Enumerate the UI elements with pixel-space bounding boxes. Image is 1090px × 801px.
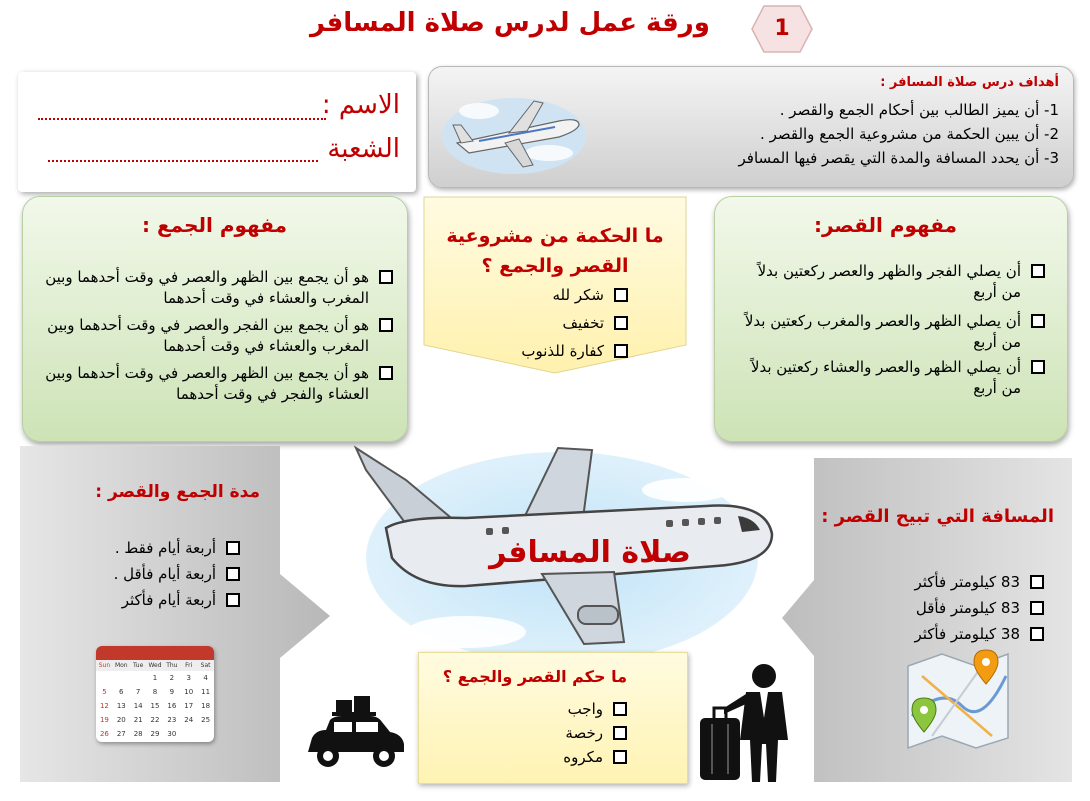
calendar-date: 20	[116, 716, 126, 724]
calendar-date: 6	[119, 688, 124, 696]
name-input[interactable]	[38, 118, 326, 120]
calendar-date: 18	[201, 702, 211, 710]
ruling-option[interactable]: مكروه	[507, 747, 627, 768]
calendar-date	[130, 671, 147, 685]
qasr-definition-box	[714, 196, 1068, 442]
calendar-week	[96, 713, 214, 727]
objective-item: 2- أن يبين الحكمة من مشروعية الجمع والقصر .	[760, 125, 1059, 143]
checkbox[interactable]	[613, 702, 627, 716]
duration-option[interactable]: أربعة أيام فأقل .	[90, 564, 240, 585]
qasr-option[interactable]: أن يصلي الفجر والظهر والعصر ركعتين بدلاً من أربع	[735, 261, 1045, 303]
calendar-date: 29	[150, 730, 160, 738]
qasr-title: مفهوم القصر:	[813, 213, 957, 237]
calendar-date: 1	[152, 674, 158, 682]
jam-title: مفهوم الجمع :	[142, 213, 287, 237]
calendar-header-bar	[96, 646, 214, 660]
checkbox[interactable]	[226, 567, 240, 581]
objectives-box	[428, 66, 1074, 188]
page-number-badge	[750, 4, 814, 54]
calendar-date: 9	[169, 688, 175, 696]
calendar-date: 13	[116, 702, 126, 710]
checkbox[interactable]	[1030, 601, 1044, 615]
calendar-date	[180, 727, 197, 741]
calendar-date: 2	[169, 674, 175, 682]
duration-option[interactable]: أربعة أيام فقط .	[90, 538, 240, 559]
qasr-option[interactable]: أن يصلي الظهر والعصر والعشاء ركعتين بدلاً من أربع	[735, 357, 1045, 399]
calendar-date: 24	[184, 716, 194, 724]
calendar-week	[96, 671, 214, 685]
calendar-date: 5	[102, 688, 107, 696]
page-number: 1	[774, 16, 790, 41]
calendar-date: 23	[167, 716, 177, 724]
ruling-box	[418, 652, 688, 784]
calendar-date: 17	[184, 702, 194, 710]
distance-box	[782, 458, 1072, 782]
traveler-icon	[694, 660, 804, 784]
checkbox[interactable]	[379, 270, 393, 284]
plane-label: صلاة المسافر	[489, 535, 691, 570]
calendar-week	[96, 727, 214, 741]
calendar-date: 30	[167, 730, 177, 738]
checkbox[interactable]	[1031, 264, 1045, 278]
calendar-date: 10	[184, 688, 194, 696]
jam-option[interactable]: هو أن يجمع بين الظهر والعصر في وقت أحدهما وبين المغرب والعشاء في وقت أحدهما	[43, 267, 393, 309]
checkbox[interactable]	[1031, 314, 1045, 328]
car-icon	[300, 694, 408, 774]
page-title: ورقة عمل لدرس صلاة المسافر	[310, 8, 710, 38]
calendar-date	[197, 727, 214, 741]
objective-item: 3- أن يحدد المسافة والمدة التي يقصر فيها المسافر	[738, 149, 1059, 167]
calendar-day-row	[96, 660, 214, 671]
jam-option[interactable]: هو أن يجمع بين الظهر والعصر في وقت أحدهما وبين العشاء والفجر في وقت أحدهما	[43, 363, 393, 405]
calendar-grid	[96, 671, 214, 741]
calendar-date: 4	[203, 674, 208, 682]
duration-title: مدة الجمع والقصر :	[95, 482, 260, 502]
objectives-title: أهداف درس صلاة المسافر :	[880, 75, 1059, 90]
calendar-date: 25	[201, 716, 211, 724]
distance-option[interactable]: 83 كيلومتر فأقل	[864, 598, 1044, 619]
ruling-title: ما حكم القصر والجمع ؟	[442, 667, 627, 686]
calendar-day-name: Thu	[166, 662, 178, 669]
checkbox[interactable]	[226, 593, 240, 607]
jam-definition-box	[22, 196, 408, 442]
calendar-date: 12	[99, 702, 109, 710]
objective-item: 1- أن يميز الطالب بين أحكام الجمع والقصر .	[779, 101, 1059, 119]
calendar-day-name: Wed	[148, 662, 162, 669]
jam-option[interactable]: هو أن يجمع بين الفجر والعصر في وقت أحدهما وبين المغرب والعشاء في وقت أحدهما	[43, 315, 393, 357]
calendar-date: 16	[167, 702, 177, 710]
duration-box	[20, 446, 332, 782]
calendar-day-name: Sun	[98, 662, 111, 669]
checkbox[interactable]	[614, 344, 628, 358]
calendar-date: 26	[99, 730, 109, 738]
qasr-option[interactable]: أن يصلي الظهر والعصر والمغرب ركعتين بدلاً من أربع	[735, 311, 1045, 353]
wisdom-option[interactable]: تخفيف	[478, 313, 628, 334]
airplane-icon	[346, 436, 778, 672]
airplane-small-icon	[439, 81, 589, 177]
wisdom-option[interactable]: كفارة للذنوب	[478, 341, 628, 362]
duration-option[interactable]: أربعة أيام فأكثر	[90, 590, 240, 611]
calendar-date: 22	[150, 716, 160, 724]
name-label: الاسم :	[321, 90, 400, 120]
checkbox[interactable]	[1031, 360, 1045, 374]
calendar-date: 28	[133, 730, 143, 738]
ruling-option[interactable]: واجب	[507, 699, 627, 720]
calendar-date: 7	[135, 688, 141, 696]
calendar-week	[96, 699, 214, 713]
section-input[interactable]	[48, 160, 318, 162]
wisdom-title: ما الحكمة من مشروعية القصر والجمع ؟	[446, 225, 664, 277]
checkbox[interactable]	[379, 366, 393, 380]
checkbox[interactable]	[614, 288, 628, 302]
map-icon	[902, 646, 1014, 750]
checkbox[interactable]	[1030, 575, 1044, 589]
calendar-day-name: Tue	[133, 662, 144, 669]
calendar-date	[113, 671, 130, 685]
checkbox[interactable]	[226, 541, 240, 555]
checkbox[interactable]	[614, 316, 628, 330]
checkbox[interactable]	[1030, 627, 1044, 641]
ruling-option[interactable]: رخصة	[507, 723, 627, 744]
calendar-date: 15	[150, 702, 160, 710]
wisdom-option[interactable]: شكر لله	[478, 285, 628, 306]
section-label: الشعبة	[327, 134, 400, 164]
calendar-date	[96, 671, 113, 685]
checkbox[interactable]	[613, 750, 627, 764]
calendar-date: 8	[152, 688, 158, 696]
calendar-date: 14	[133, 702, 143, 710]
wisdom-box	[422, 195, 688, 375]
calendar-date: 21	[133, 716, 143, 724]
distance-title: المسافة التي تبيح القصر :	[821, 506, 1054, 527]
calendar-week	[96, 685, 214, 699]
calendar-icon	[96, 646, 214, 742]
calendar-day-name: Fri	[185, 662, 193, 669]
calendar-date: 27	[116, 730, 126, 738]
checkbox[interactable]	[613, 726, 627, 740]
calendar-date: 11	[201, 688, 211, 696]
calendar-date: 19	[99, 716, 109, 724]
distance-option[interactable]: 83 كيلومتر فأكثر	[864, 572, 1044, 593]
calendar-date: 3	[186, 674, 191, 682]
calendar-day-name: Mon	[114, 662, 128, 669]
distance-option[interactable]: 38 كيلومتر فأكثر	[864, 624, 1044, 645]
checkbox[interactable]	[379, 318, 393, 332]
calendar-day-name: Sat	[200, 662, 211, 669]
student-info-box	[18, 72, 416, 192]
